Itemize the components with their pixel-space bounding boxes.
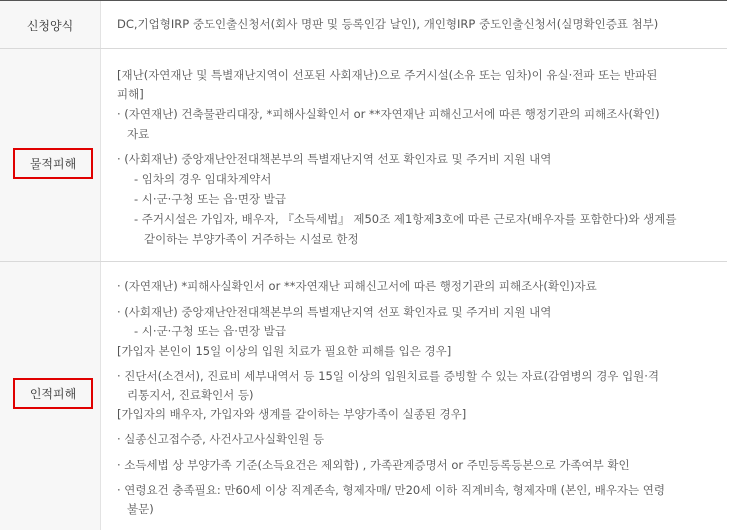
table-row-form bbox=[0, 1, 727, 49]
text-line: 피해] bbox=[117, 87, 144, 101]
table-row-personal-damage bbox=[0, 262, 727, 530]
text-line: 같이하는 부양가족이 거주하는 시설로 한정 bbox=[144, 232, 359, 246]
text-line: - 주거시설은 가입자, 배우자, 『소득세법』 제50조 제1항제3호에 따른 근로자(배우자를 포함한다)와 생계를 bbox=[134, 212, 677, 226]
text-line: · 소득세법 상 부양가족 기준(소득요건은 제외함) , 가족관계증명서 or 주민등록등본으로 가족여부 확인 bbox=[117, 458, 630, 472]
text-line: · (자연재난) *피해사실확인서 or **자연재난 피해신고서에 따른 행정기관의 피해조사(확인)자료 bbox=[117, 279, 597, 293]
text-line: [재난(자연재난 및 특별재난지역이 선포된 사회재난)으로 주거시설(소유 또는 임차)이 유실·전파 또는 반파된 bbox=[117, 68, 658, 82]
text-line: [가입자의 배우자, 가입자와 생계를 같이하는 부양가족이 실종된 경우] bbox=[117, 407, 467, 421]
text-line: - 시·군·구청 또는 읍·면장 발급 bbox=[134, 324, 286, 338]
table-row-property-damage bbox=[0, 49, 727, 262]
text-line: - 시·군·구청 또는 읍·면장 발급 bbox=[134, 192, 286, 206]
row-header-label: 물적피해 bbox=[29, 157, 77, 171]
text-line: · (사회재난) 중앙재난안전대책본부의 특별재난지역 선포 확인자료 및 주거비 지원 내역 bbox=[117, 305, 552, 319]
text-line: · 실종신고접수증, 사건사고사실확인원 등 bbox=[117, 432, 325, 446]
text-line: 리통지서, 진료확인서 등) bbox=[127, 388, 254, 402]
text-line: 자료 bbox=[127, 127, 150, 141]
highlighted-row-label bbox=[13, 148, 93, 179]
text-line: - 임차의 경우 임대차계약서 bbox=[134, 172, 272, 186]
row-header bbox=[0, 262, 101, 530]
text-line: 불문) bbox=[127, 502, 154, 516]
text-line: [가입자 본인이 15일 이상의 입원 치료가 필요한 피해를 입은 경우] bbox=[117, 344, 452, 358]
text-line: · (사회재난) 중앙재난안전대책본부의 특별재난지역 선포 확인자료 및 주거비 지원 내역 bbox=[117, 152, 552, 166]
text-line: · (자연재난) 건축물관리대장, *피해사실확인서 or **자연재난 피해신고서에 따른 행정기관의 피해조사(확인) bbox=[117, 107, 660, 121]
highlighted-row-label bbox=[13, 378, 93, 409]
text-line: · 연령요건 충족필요: 만60세 이상 직계존속, 형제자매/ 만20세 이하 직계비속, 형제자매 (본인, 배우자는 연령 bbox=[117, 483, 666, 497]
text-line: · 진단서(소견서), 진료비 세부내역서 등 15일 이상의 입원치료를 증빙할 수 있는 자료(감염병의 경우 입원·격 bbox=[117, 369, 660, 383]
row-header-label: 인적피해 bbox=[29, 387, 77, 401]
row-header bbox=[0, 49, 101, 261]
form-text: DC,기업형IRP 중도인출신청서(회사 명판 및 등록인감 날인), 개인형IRP 중도인출신청서(실명확인증표 첨부) bbox=[117, 17, 659, 31]
row-header-label: 신청양식 bbox=[26, 19, 74, 33]
row-header bbox=[0, 1, 101, 48]
